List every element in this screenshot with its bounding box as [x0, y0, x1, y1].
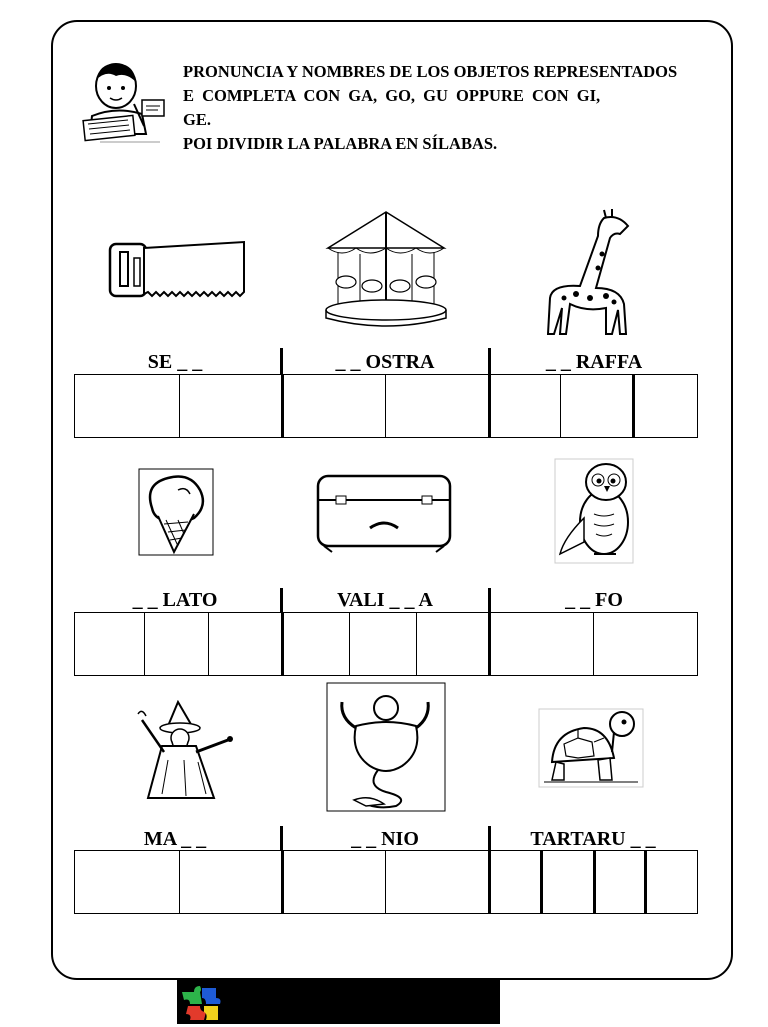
suitcase-icon: [314, 468, 454, 556]
grid-line: [385, 850, 386, 914]
caption-word-7: MA _ _: [143, 828, 207, 850]
grid-line: [385, 374, 386, 438]
owl-icon: [554, 458, 634, 564]
grid-line-bold: [281, 612, 284, 676]
grid-line-bold: [632, 374, 635, 438]
instruction-line-2: E COMPLETA CON GA, GO, GU OPPURE CON GI,: [183, 86, 601, 105]
column-separator: [488, 348, 491, 374]
puzzle-logo-icon: [180, 984, 222, 1022]
instructions: [183, 60, 758, 156]
grid-line: [179, 374, 180, 438]
instruction-line-1: PRONUNCIA Y NOMBRES DE LOS OBJETOS REPRESENTADOS: [183, 62, 678, 81]
grid-line: [179, 850, 180, 914]
grid-line: [144, 612, 145, 676]
grid-line-bold: [593, 850, 596, 914]
column-separator: [280, 826, 283, 850]
caption-word-8: _ _ NIO: [351, 828, 419, 850]
caption-word-1: SE _ _: [147, 351, 203, 373]
student-writing-icon: [80, 56, 176, 148]
carousel-icon: [320, 208, 452, 330]
grid-line: [416, 612, 417, 676]
genie-icon: [326, 682, 446, 812]
column-separator: [280, 588, 283, 612]
grid-line: [349, 612, 350, 676]
grid-line-bold: [281, 850, 284, 914]
grid-line-bold: [488, 612, 491, 676]
grid-line-bold: [488, 374, 491, 438]
ice-cream-icon: [138, 468, 214, 556]
column-separator: [280, 348, 283, 374]
caption-word-4: _ _ LATO: [132, 589, 218, 611]
syllable-grid-row-2: [74, 612, 698, 676]
wizard-icon: [118, 700, 238, 800]
grid-line-bold: [540, 850, 543, 914]
syllable-grid-row-3: [74, 850, 698, 914]
turtle-icon: [538, 708, 644, 788]
column-separator: [488, 588, 491, 612]
grid-line-bold: [281, 374, 284, 438]
grid-line: [560, 374, 561, 438]
caption-word-5: VALI _ _ A: [337, 589, 433, 611]
footer-bar: [177, 980, 500, 1024]
instruction-line-4: POI DIVIDIR LA PALABRA EN SÍLABAS.: [183, 134, 498, 153]
instruction-line-3: GE.: [183, 110, 211, 129]
grid-line: [208, 612, 209, 676]
column-separator: [488, 826, 491, 850]
caption-word-3: _ _ RAFFA: [545, 351, 643, 373]
giraffe-icon: [540, 208, 650, 338]
caption-word-6: _ _ FO: [565, 589, 623, 611]
saw-icon: [108, 238, 248, 308]
syllable-grid-row-1: [74, 374, 698, 438]
grid-line: [593, 612, 594, 676]
grid-line-bold: [488, 850, 491, 914]
caption-word-2: _ _ OSTRA: [335, 351, 435, 373]
grid-line-bold: [644, 850, 647, 914]
caption-word-9: TARTARU _ _: [530, 828, 656, 850]
